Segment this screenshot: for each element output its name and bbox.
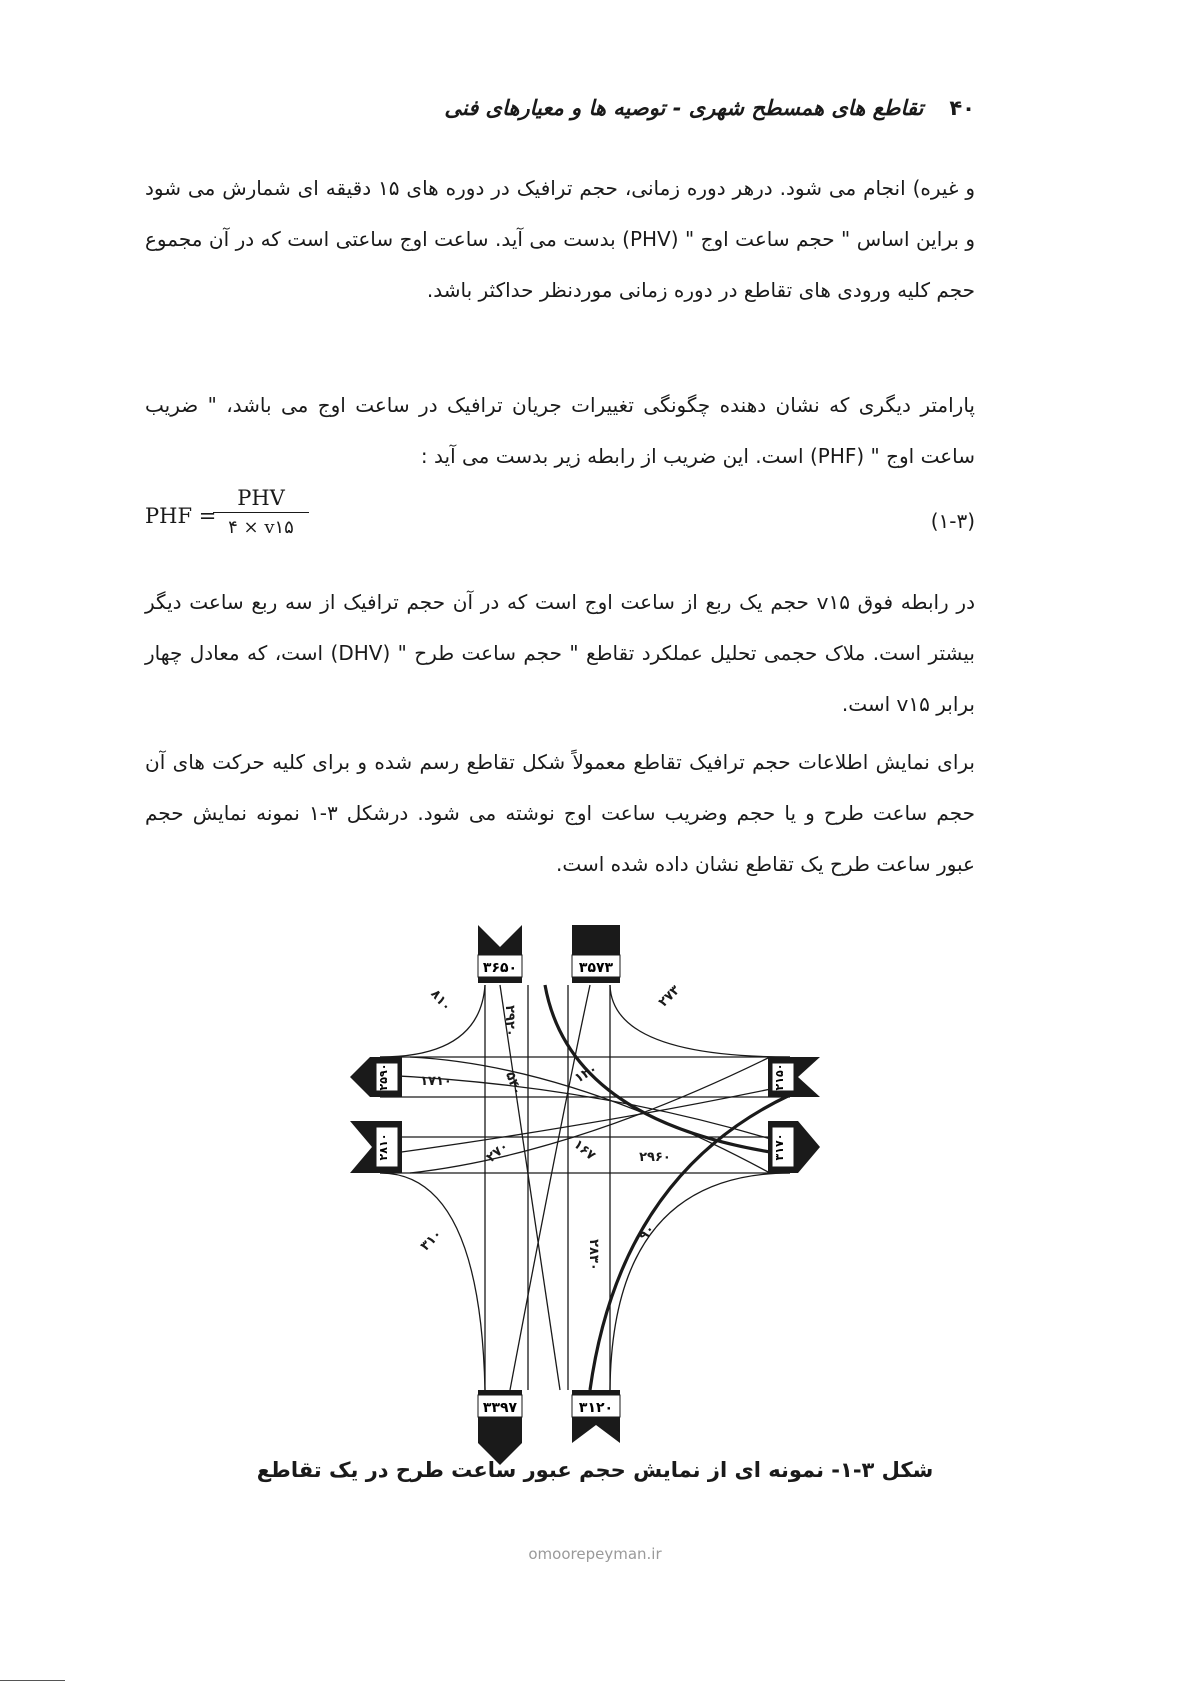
movement-volume-labels <box>418 983 683 1271</box>
east-in-total: ۲۱۵۰ <box>773 1063 786 1091</box>
se-turn-volume: ۹۰ <box>636 1221 659 1244</box>
figure-caption: شکل ۳-۱- نمونه ای از نمایش حجم عبور ساعت طرح در یک تقاطع <box>256 1458 934 1482</box>
heavy-movement-lines <box>545 982 790 1390</box>
diag-se-volume: ۱۶۷ <box>570 1136 599 1164</box>
east-out-total: ۳۱۷۰ <box>773 1133 786 1161</box>
page-header <box>444 96 975 120</box>
north-approach-labels <box>478 925 620 983</box>
footer-rule <box>0 1680 65 1681</box>
w-through-volume: ۱۷۱۰ <box>420 1074 452 1089</box>
equation-lhs: PHF = <box>145 504 217 528</box>
south-out-total: ۳۱۲۰ <box>578 1400 614 1416</box>
equation-numerator: PHV <box>213 486 309 513</box>
e-through-volume: ۲۹۶۰ <box>639 1150 671 1165</box>
n-through-volume: ۲۹۲۰ <box>502 1005 517 1037</box>
south-approach-labels <box>478 1390 620 1465</box>
diag-nw-volume: ۵۴۰ <box>502 1070 525 1098</box>
watermark: omoorepeyman.ir <box>528 1545 662 1563</box>
paragraph-3: در رابطه فوق v۱۵ حجم یک ربع از ساعت اوج است که در آن حجم ترافیک از سه ربع ساعت دیگر بیشتر است. ملاک حجمی تحلیل عملکرد تقاطع " حجم ساعت طرح " (DHV) است، که معادل چهار برابر v۱۵ است. <box>145 590 975 716</box>
east-approach-labels <box>768 1057 820 1173</box>
north-out-total: ۳۶۵۰ <box>482 960 518 976</box>
page-number: ۴۰ <box>949 96 975 120</box>
ne-turn-volume: ۲۷۳ <box>655 982 684 1011</box>
s-through-volume: ۲۸۳۰ <box>586 1239 601 1271</box>
west-out-total: ۲۵۹۰ <box>377 1063 390 1091</box>
south-in-total: ۳۳۹۷ <box>482 1400 518 1416</box>
sw-turn-volume: ۳۱۰ <box>417 1226 446 1255</box>
west-approach-labels <box>350 1057 402 1173</box>
equation-denominator: ۴ × v۱۵ <box>228 517 294 538</box>
intersection-volume-diagram <box>350 925 820 1470</box>
paragraph-1: و غیره) انجام می شود. درهر دوره زمانی، حجم ترافیک در دوره های ۱۵ دقیقه ای شمارش می شود و براین اساس " حجم ساعت اوج " (PHV) بدست می آید. ساعت اوج ساعتی است که در آن مجموع حجم کلیه ورودی های تقاطع در دوره زمانی موردنظر حداکثر باشد. <box>145 176 976 302</box>
paragraph-4: برای نمایش اطلاعات حجم ترافیک تقاطع معمولاً شکل تقاطع رسم شده و برای کلیه حرکت های آن حجم ساعت طرح و یا حجم وضریب ساعت اوج نوشته می شود. درشکل ۳-۱ نمونه نمایش حجم عبور ساعت طرح یک تقاطع نشان داده شده است. <box>145 750 976 876</box>
nw-turn-volume: ۸۱۰ <box>427 986 455 1015</box>
paragraph-2: پارامتر دیگری که نشان دهنده چگونگی تغییرات جریان ترافیک در ساعت اوج می باشد، " ضریب ساعت اوج " (PHF) است. این ضریب از رابطه زیر بدست می آید : <box>145 393 975 468</box>
west-in-total: ۲۸۱۰ <box>377 1133 390 1161</box>
running-title: تقاطع های همسطح شهری - توصیه ها و معیارهای فنی <box>444 96 924 120</box>
diag-ne-volume: ۱۲۰ <box>572 1061 601 1087</box>
equation-fraction <box>213 486 309 538</box>
equation-number: (۱-۳) <box>930 509 975 533</box>
north-in-total: ۳۵۷۳ <box>578 960 614 976</box>
lane-lines <box>380 982 790 1390</box>
diag-sw-volume: ۲۷۰ <box>483 1138 512 1166</box>
